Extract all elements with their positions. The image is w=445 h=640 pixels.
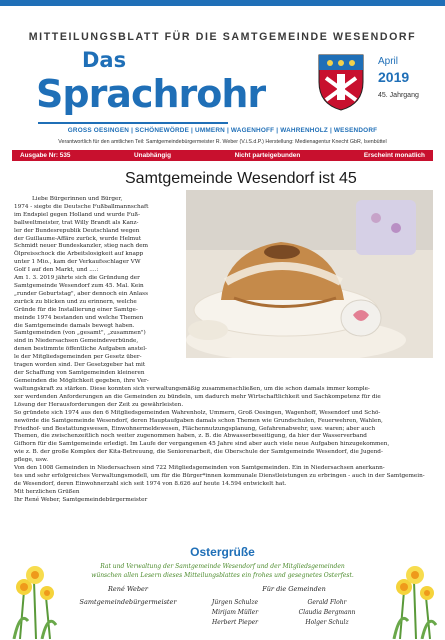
top-rule xyxy=(0,0,445,6)
article-line: Gemeinden die Möglichkeit gegeben, ihre Ver- xyxy=(14,377,149,384)
article-body-full xyxy=(14,386,434,505)
article-line: der Schaffung von Samtgemeinden kleineren xyxy=(14,369,145,376)
article-line: 1974 - siegte die Deutsche Fußballmannschaft xyxy=(14,203,149,210)
daffodil-left-icon xyxy=(6,551,64,639)
article-line: Schmidt neuer Bundeskanzler, stieg nach dem xyxy=(14,243,149,250)
article-line: der Guillaume-Affäre zurück, wurde Helmut xyxy=(14,235,142,242)
greeting: Liebe Bürgerinnen und Bürger, xyxy=(32,196,123,202)
closing-greeting: Mit herzlichen Grüßen xyxy=(14,488,80,495)
article-line: Ölpreisschock die Arbeitslosigkeit auf knapp xyxy=(14,251,144,258)
article-line: wie z. B. der große Komplex der Kita-Betreuung, die Seniorenarbeit, die Oberschule der Samtgemeinde Wesendorf, die Jugend- xyxy=(14,449,383,456)
mayor-name: Holger Schulz xyxy=(305,619,349,626)
article-line: So gründete sich 1974 aus den 6 Mitgliedsgemeinden Wahrenholz, Ummern, Groß Oesingen, Wagenhoff, Wesendorf und Schö- xyxy=(14,409,381,416)
municipality-list: GROSS OESINGEN | SCHÖNEWÖRDE | UMMERN | WAGENHOFF | WAHRENHOLZ | WESENDORF xyxy=(67,127,378,134)
article-line: waltungskraft zu stärken. Diese konnten sich verwaltungsmäßig zusammenschließen, um die schon damals immer komple- xyxy=(14,386,370,392)
headline: Samtgemeinde Wesendorf ist 45 xyxy=(125,170,357,187)
article-line: im Endspiel gegen Holland und wurde Fuß- xyxy=(14,211,141,218)
signer-name: René Weber xyxy=(108,585,148,593)
tag-independent: Unabhängig xyxy=(134,152,171,159)
article-line: unter 1 Mio., kam der Verkaufsschlager VW xyxy=(14,259,141,266)
article-line: Lösung der Herausforderungen der Zeit zu gewährleisten. xyxy=(14,401,184,408)
article-line: tragen worden sind. Der Gesetzgeber hat mit xyxy=(14,362,146,369)
article-line: ballweltmeister, trat Willy Brandt als Kanz- xyxy=(14,219,139,226)
logo-main: Sprachrohr xyxy=(36,72,266,116)
municipalities-heading: Für die Gemeinden xyxy=(262,585,326,593)
article-line: Gifhorn für die Samtgemeinde erledigt. Im Laufe der vergangenen 45 Jahre sind aber auch viele neue Aufgaben hinzugekommen, xyxy=(14,441,390,448)
issue-volume: 45. Jahrgang xyxy=(378,92,419,99)
article-line: de Wesendorf, deren Einwohnerzahl sich seit 1974 von 8.626 auf heute 14.594 entwickelt hat. xyxy=(14,480,287,487)
info-bar xyxy=(12,150,433,161)
article-line: „runder Geburtstag", aber dennoch ein Anlass xyxy=(14,290,149,297)
mayor-name: Mirijam Müller xyxy=(211,609,259,616)
logo-das: Das xyxy=(82,48,127,72)
article-line: meinde 1974 bestanden und welche Themen xyxy=(14,314,144,321)
article-line: sind in Niedersachsen Gemeindeverbünde, xyxy=(14,338,139,345)
article-line: Samtgemeinde Wesendorf zum 45. Mal. Kein xyxy=(14,282,144,289)
article-line: die Samtgemeinde damals bewegt haben. xyxy=(14,322,135,329)
article-line: denen bestimmte öffentliche Aufgaben anstel- xyxy=(14,346,147,353)
easter-message-line-1: Rat und Verwaltung der Samtgemeinde Wesendorf und der Mitgliedsgemeinden xyxy=(100,563,345,570)
issue-month: April xyxy=(378,56,399,67)
tag-monthly: Erscheint monatlich xyxy=(363,152,425,159)
article-line: zurück zu blicken und zu erinnern, welche xyxy=(14,298,137,305)
cake-photo xyxy=(186,190,433,358)
mayor-name: Herbert Pieper xyxy=(212,619,258,626)
article-line: Gründe für die Installierung einer Samtge- xyxy=(14,306,138,313)
article-line: tes und sehr erfolgreiches Verwaltungsmodell, um für die Bürger*innen kommunale Dienstleistungen zu erbringen - auch in der Samtgemein- xyxy=(14,472,425,479)
responsibility-line: Verantwortlich für den amtlichen Teil: Samtgemeindebürgermeister R. Weber (V.i.S.d.P.) Herstellung: Medienagentur Knecht GbR, Isenbüttel xyxy=(58,139,387,145)
article-column-left xyxy=(14,196,184,386)
article-line: le der Mitgliedsgemeinden per Gesetz über- xyxy=(14,354,142,361)
article-line: xer werdenden Anforderungen an die Gemeinden zu bündeln, um dadurch mehr Wirtschaftlichkeit und Sachkompetenz für die xyxy=(14,393,381,400)
signature: Ihr René Weber, Samtgemeindebürgermeister xyxy=(14,496,148,503)
logo-underline xyxy=(38,122,228,124)
article-line: newörde die Samtgemeinde Wesendorf, deren Hauptaufgaben damals schon Themen wie Grundschulen, Feuerwehren, Wahlen, xyxy=(14,417,383,424)
daffodil-right-icon xyxy=(386,551,444,639)
masthead xyxy=(20,46,445,126)
article-line: pflege, usw. xyxy=(14,457,49,464)
signer-title: Samtgemeindebürgermeister xyxy=(79,598,177,606)
article-line: Golf I auf den Markt, und ....: xyxy=(14,267,99,274)
article-line: Am 1. 3. 2019 jährte sich die Gründung der xyxy=(14,275,140,282)
mayor-name: Gerald Flohr xyxy=(307,599,347,606)
easter-greetings xyxy=(0,545,445,640)
article-line: Von den 1008 Gemeinden in Niedersachsen sind 722 Mitgliedsgemeinden von Samtgemeinden. Ein in Niedersachsen anerkann- xyxy=(14,465,385,472)
coat-of-arms-icon xyxy=(316,52,366,112)
newsletter-title: MITTEILUNGSBLATT FÜR DIE SAMTGEMEINDE WESENDORF xyxy=(28,31,417,43)
article-line: Themen, die zwischenzeitlich noch weiter zugenommen haben, z. B. die Abwasserbeseitigung, da hier der Wasserverband xyxy=(14,433,367,440)
article-line: ler der Bundesrepublik Deutschland wegen xyxy=(14,227,140,234)
mayor-name: Jürgen Schulze xyxy=(211,599,259,606)
tag-nonpartisan: Nicht parteigebunden xyxy=(234,152,301,159)
issue-year: 2019 xyxy=(378,69,410,85)
mayor-name: Claudia Bergmann xyxy=(298,609,356,616)
article-line: Samtgemeinden (von „gesamt", „zusammen") xyxy=(14,330,146,337)
easter-title: Ostergrüße xyxy=(190,545,255,559)
article-line: Friedhof- und Bestattungswesen, Einwohnermeldewesen, Flächennutzungsplanung, Gefahrenabwehr, usw. waren; aber auch xyxy=(14,425,376,432)
easter-message-line-2: wünschen allen Lesern dieses Mitteilungsblattes ein frohes und gesegnetes Osterfest. xyxy=(91,572,354,579)
issue-number: Ausgabe Nr: 535 xyxy=(20,152,71,159)
